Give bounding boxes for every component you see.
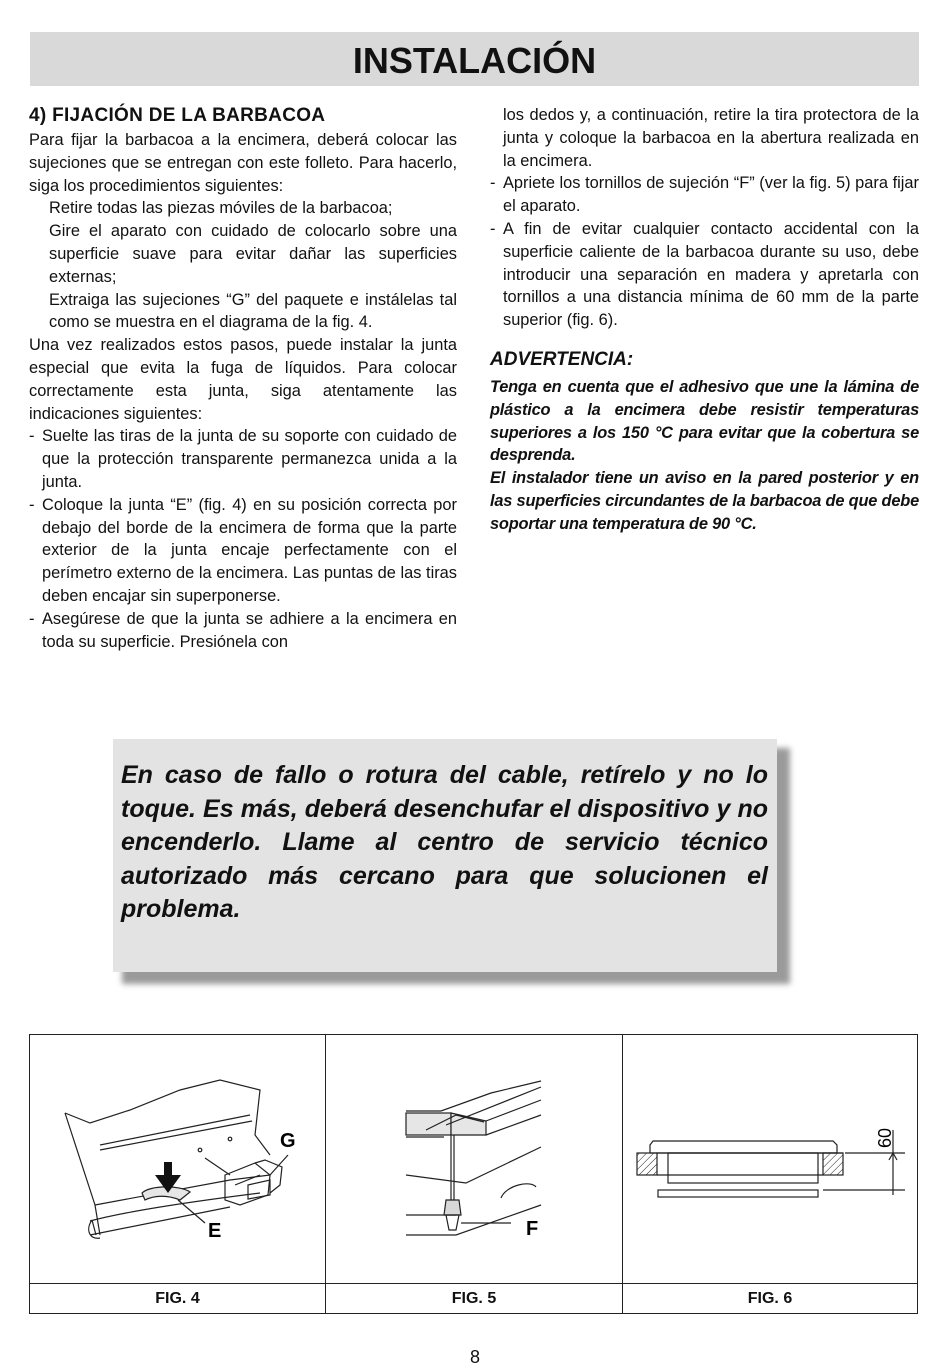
warning-paragraph: Tenga en cuenta que el adhesivo que une la lámina de plástico a la encimera debe resistir temperaturas superiores a los 150 °C para evitar que la cobertura se desprenda. xyxy=(490,377,919,465)
label-f: F xyxy=(526,1218,539,1240)
step-item: Retire todas las piezas móviles de la barbacoa; xyxy=(49,199,393,218)
page-header xyxy=(30,32,919,86)
warning-paragraph: El instalador tiene un aviso en la pared posterior y en las superficies circundantes de la barbacoa de que debe soportar una temperatura de 90 °C. xyxy=(490,469,919,533)
step-item: Extraiga las sujeciones “G” del paquete e instálelas tal como se muestra en el diagrama de la fig. 4. xyxy=(49,290,457,332)
label-e: E xyxy=(208,1220,222,1242)
list-item-text: A fin de evitar cualquier contacto accidental con la superficie caliente de la barbacoa durante su uso, debe introducir una separación en madera y apretarla con tornillos a una distancia mínima de 60 mm de la parte superior (fig. 6). xyxy=(503,219,919,330)
list-item: - Asegúrese de que la junta se adhiere a la encimera en toda su superficie. Presiónela con xyxy=(29,609,457,651)
gasket-intro-paragraph: Una vez realizados estos pasos, puede instalar la junta especial que evita la fuga de líquidos. Para colocar correctamente esta junta, siga atentamente las indicaciones siguientes: xyxy=(29,336,457,423)
list-item: - Coloque la junta “E” (fig. 4) en su posición correcta por debajo del borde de la encimera de forma que la parte exterior de la junta encaje perfectamente con el perímetro externo de la encimera. Las puntas de las tiras deben encajar sin superponerse. xyxy=(29,495,457,605)
figure-5-panel xyxy=(326,1035,623,1283)
callout-text: En caso de fallo o rotura del cable, retírelo y no lo toque. Es más, deberá desenchufar el dispositivo y no encenderlo. Llame al centro de servicio técnico autorizado más cercano para que solucionen el problema. xyxy=(121,761,768,923)
figure-5-caption: FIG. 5 xyxy=(326,1283,623,1314)
figure-6-panel xyxy=(623,1035,917,1283)
intro-paragraph: Para fijar la barbacoa a la encimera, deberá colocar las sujeciones que se entregan con este folleto. Para hacerlo, siga los procedimientos siguientes: xyxy=(29,131,457,195)
list-item-text: Apriete los tornillos de sujeción “F” (ver la fig. 5) para fijar el aparato. xyxy=(503,174,919,216)
figure-4-panel xyxy=(30,1035,326,1283)
figure-6-caption: FIG. 6 xyxy=(623,1283,917,1314)
page-number: 8 xyxy=(469,1347,480,1367)
list-item-continuation: los dedos y, a continuación, retire la tira protectora de la junta y coloque la barbacoa en la abertura realizada en la encimera. xyxy=(503,106,919,170)
list-item-text: Asegúrese de que la junta se adhiere a la encimera en toda su superficie. Presiónela con xyxy=(42,609,457,651)
figure-5-drawing xyxy=(326,1035,623,1283)
list-item: - Apriete los tornillos de sujeción “F” (ver la fig. 5) para fijar el aparato. xyxy=(490,174,919,216)
left-column xyxy=(29,104,457,653)
list-item: - A fin de evitar cualquier contacto accidental con la superficie caliente de la barbacoa durante su uso, debe introducir una separación en madera y apretarla con tornillos a una distancia mínima de 60 mm de la parte superior (fig. 6). xyxy=(490,219,919,330)
figure-6-drawing xyxy=(623,1035,917,1283)
right-column xyxy=(490,104,919,536)
list-item: - Suelte las tiras de la junta de su soporte con cuidado de que la protección transparente permanezca unida a la junta. xyxy=(29,427,457,491)
safety-callout xyxy=(113,739,777,972)
step-item: Gire el aparato con cuidado de colocarlo sobre una superficie suave para evitar dañar las superficies externas; xyxy=(49,222,457,286)
list-item-text: Coloque la junta “E” (fig. 4) en su posición correcta por debajo del borde de la encimera de forma que la parte exterior de la junta encaje perfectamente con el perímetro externo de la encimera. Las puntas de las tiras deben encajar sin superponerse. xyxy=(42,495,457,605)
figure-4-caption: FIG. 4 xyxy=(30,1283,326,1314)
label-60: 60 xyxy=(875,1127,895,1148)
label-g: G xyxy=(280,1130,296,1152)
figure-4-drawing xyxy=(30,1035,326,1283)
warning-title: ADVERTENCIA: xyxy=(490,348,634,370)
figures-table xyxy=(29,1034,918,1314)
section-heading: 4) FIJACIÓN DE LA BARBACOA xyxy=(29,105,326,126)
list-item-text: Suelte las tiras de la junta de su soporte con cuidado de que la protección transparente permanezca unida a la junta. xyxy=(42,427,457,491)
page-title: INSTALACIÓN xyxy=(352,40,597,81)
